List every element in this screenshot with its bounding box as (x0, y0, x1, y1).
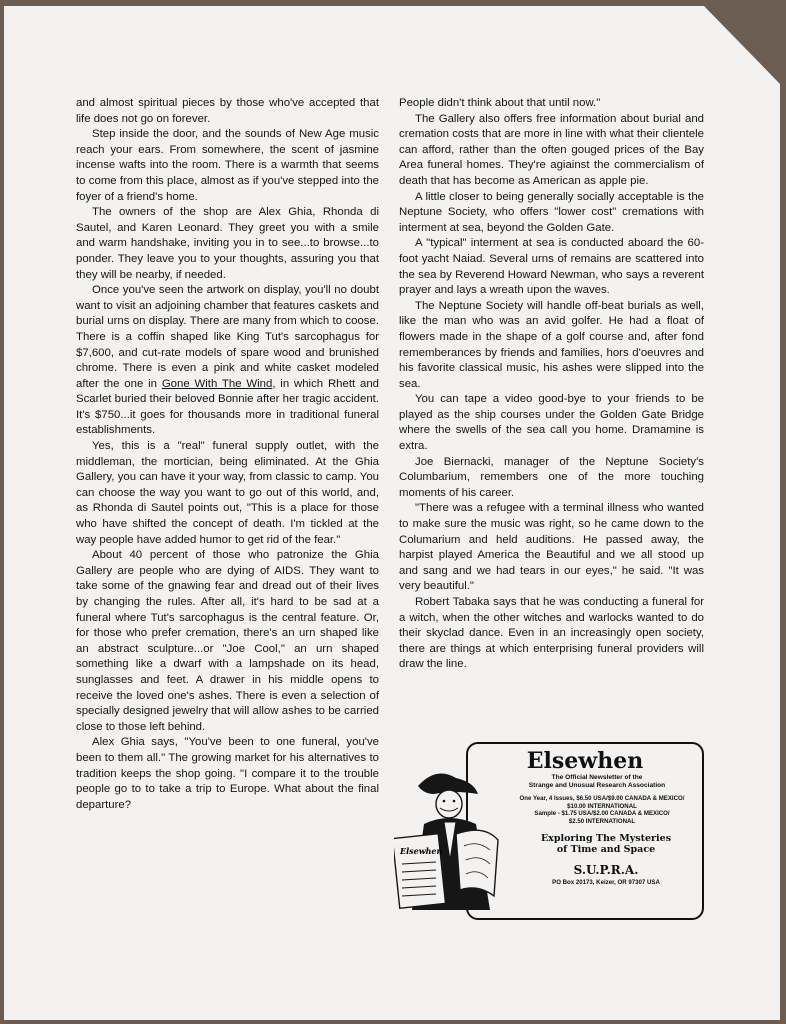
paragraph: A little closer to being generally socially acceptable is the Neptune Society, who offers "lower cost" cremations with interment at sea, beyond the Golden Gate. (399, 190, 704, 234)
paragraph (76, 283, 379, 439)
paragraph: Robert Tabaka says that he was conducting a funeral for a witch, when the other witches and warlocks wanted to do their skyclad dance. Even in an increasingly open society, there are things at which enterprising funeral providers will draw the line. (399, 596, 704, 671)
ad-title: Elsewhen (526, 748, 644, 774)
article-left-column (76, 96, 379, 813)
paragraph: Step inside the door, and the sounds of New Age music reach your ears. From somewhere, the scent of jasmine incense wafts into the room. There is a warmth that seems to come from this place, almost as if you've stepped into the foyer of a friend's home. (76, 128, 379, 203)
ad-tagline-line: Exploring The Mysteries (540, 833, 672, 844)
ad-tagline-line: of Time and Space (556, 844, 656, 855)
ad-price-line: $10.00 INTERNATIONAL (567, 802, 637, 810)
ad-address: PO Box 20173, Keizer, OR 97307 USA (552, 879, 660, 886)
paragraph: People didn't think about that until now." (399, 97, 601, 109)
paragraph: "There was a refugee with a terminal illness who wanted to make sure the music was right, so he came down to the Columarium and held auditions. He passed away, the harpist played America the Beautiful and we all stood up and sang and we had tears in our eyes," he said. "It was very beautiful." (399, 502, 704, 593)
colonial-man-reading-illustration (394, 764, 506, 914)
ad-price-line: One Year, 4 Issues, $6.50 USA/$9.00 CANADA & MEXICO/ (519, 795, 685, 802)
paragraph: The Neptune Society will handle off-beat burials as well, like the man who was an avid golfer. He had a float of flowers made in the shape of a golf course and, after fond rememberances by friends and families, hors d'oeuvres and his favorite classical music, his ashes were slipped into the sea. (399, 299, 704, 390)
ad-subtitle-line: The Official Newsletter of the (551, 774, 643, 781)
article-right-column (399, 96, 704, 673)
paragraph: Joe Biernacki, manager of the Neptune Society's Columbarium, remembers one of the more touching moments of his career. (399, 455, 704, 499)
newspaper-label: Elsewhen (400, 846, 443, 856)
paragraph: You can tape a video good-bye to your friends to be played as the ship courses under the Golden Gate Bridge where the swells of the sea call you home. Dramamine is extra. (399, 393, 704, 453)
paragraph: and almost spiritual pieces by those who've accepted that life does not go on forever. (76, 97, 379, 125)
paragraph: About 40 percent of those who patronize the Ghia Gallery are people who are dying of AIDS. They want to take some of the gnawing fear and dread out of their lives by changing the rules. After all, it's hard to be sad at a funeral where Tut's sarcophagus is the central feature. Or, for those who prefer cremation, there's an urn shaped like an abstract sculpture...or "Joe Cool," an urn shaped something like a dwarf with a lampshade on its head, sunglasses and feet. A drawer in his middle opens to receive the loved one's ashes. There is even a selection of specially designed jewelry that will allow ashes to be carried close to those left behind. (76, 549, 379, 733)
paragraph: The owners of the shop are Alex Ghia, Rhonda di Sautel, and Karen Leonard. They greet you with a smile and warm handshake, inviting you in to see...to browse...to ponder. They leave you to your thoughts, assuring you that they will be nearby, if needed. (76, 206, 379, 281)
paragraph: The Gallery also offers free information about burial and cremation costs that are more in line with what their clientele can afford, rather than the often gouged prices of the Bay Area funeral homes. They're agiainst the commercialism of death that has become as American as apple pie. (399, 112, 704, 187)
paragraph: Yes, this is a "real" funeral supply outlet, with the middleman, the mortician, being eliminated. At the Ghia Gallery, you can have it your way, from classic to camp. You can choose the way you want to go out of this world, and, as Rhonda di Sautel points out, "This is a place for those who have shifted the concept of death. I'm tickled at the way people have added humor to get rid of the fear." (76, 440, 379, 546)
paragraph: A "typical" interment at sea is conducted aboard the 60-foot yacht Naiad. Several urns of remains are scattered into the sea by Reverend Howard Newman, who says a reverent prayer and lays a wreath upon the waves. (399, 237, 704, 297)
ad-subtitle-line: Strange and Unusual Research Association (528, 782, 666, 789)
paragraph: Alex Ghia says, "You've been to one funeral, you've been to them all." The growing market for his alternatives to tradition keeps the shop going. "I compare it to the trouble people go to to take a trip to Europe. What about the final departure? (76, 736, 379, 811)
paragraph-text: , in which Rhett and Scarlet buried their beloved Bonnie after her tragic accident. It's $750...it goes for thousands more in traditional funeral establishments. (76, 377, 380, 437)
ad-price-line: $2.50 INTERNATIONAL (568, 817, 636, 825)
ad-organization: S.U.P.R.A. (573, 863, 639, 877)
paragraph-text: Once you've seen the artwork on display, you'll no doubt want to visit an adjoining chamber that features caskets and burial urns on display. There are many from which to coose. There is a coffin shaped like King Tut's sarcophagus for $7,600, and cut-rate models of spare wood and brunished chrome. There is even a pink and white casket modeled after the one in (76, 284, 379, 390)
film-title: Gone With The Wind (161, 377, 273, 390)
ad-price-line: Sample - $1.75 USA/$2.00 CANADA & MEXICO/ (534, 810, 670, 817)
